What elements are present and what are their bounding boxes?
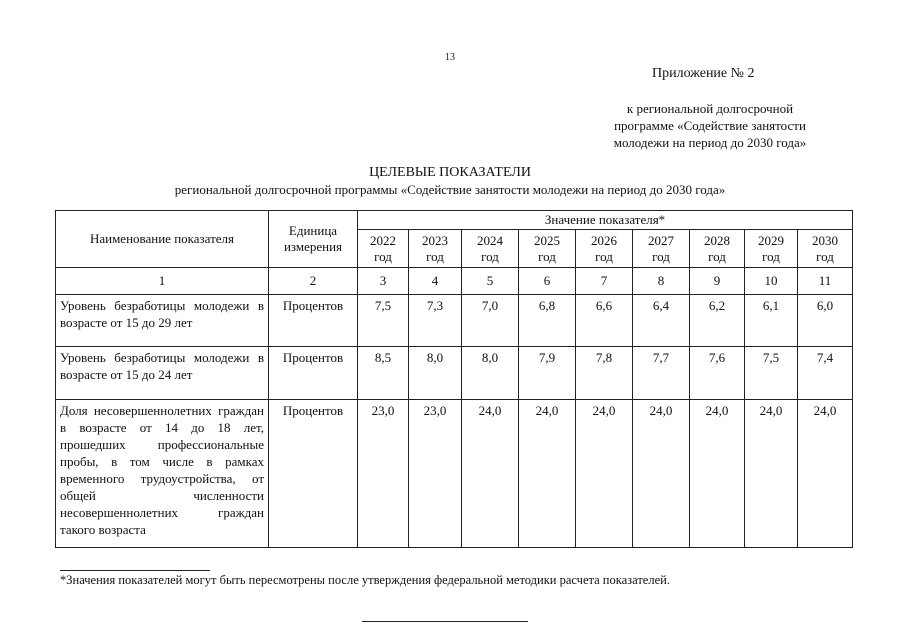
indicator-value: 7,4: [798, 347, 853, 400]
column-number: 3: [358, 268, 409, 295]
column-number: 8: [633, 268, 690, 295]
footnote: *Значения показателей могут быть пересмотрены после утверждения федеральной методики расчета показателей.: [60, 573, 670, 587]
column-number: 1: [56, 268, 269, 295]
column-number: 10: [745, 268, 798, 295]
header-row-top: [56, 211, 853, 230]
header-year: 2023 год: [409, 230, 462, 268]
end-divider: [362, 621, 528, 622]
indicator-value: 24,0: [633, 400, 690, 548]
indicator-value: 7,3: [409, 295, 462, 347]
footnote-divider: [60, 570, 210, 571]
indicator-value: 23,0: [358, 400, 409, 548]
indicator-unit: Процентов: [269, 295, 358, 347]
indicator-value: 24,0: [519, 400, 576, 548]
column-number: 6: [519, 268, 576, 295]
indicator-value: 23,0: [409, 400, 462, 548]
header-name: Наименование показателя: [56, 211, 269, 268]
column-number: 11: [798, 268, 853, 295]
header-unit: Единица измерения: [269, 211, 358, 268]
indicator-value: 6,6: [576, 295, 633, 347]
column-number: 2: [269, 268, 358, 295]
indicator-unit: Процентов: [269, 400, 358, 548]
indicator-value: 7,7: [633, 347, 690, 400]
document-title: ЦЕЛЕВЫЕ ПОКАЗАТЕЛИ: [369, 165, 531, 180]
appendix-subtitle-line: к региональной долгосрочной: [626, 101, 794, 116]
indicator-value: 7,9: [519, 347, 576, 400]
appendix-title: Приложение № 2: [652, 66, 755, 81]
page-number: 13: [445, 52, 455, 63]
indicator-value: 8,0: [409, 347, 462, 400]
header-year: 2029 год: [745, 230, 798, 268]
indicator-unit: Процентов: [269, 347, 358, 400]
indicators-table: [55, 210, 853, 548]
indicator-value: 24,0: [576, 400, 633, 548]
indicator-value: 7,6: [690, 347, 745, 400]
appendix-subtitle-line: программе «Содействие занятости: [614, 118, 806, 133]
indicator-value: 8,5: [358, 347, 409, 400]
header-values-group: Значение показателя*: [358, 211, 853, 230]
indicator-value: 24,0: [745, 400, 798, 548]
column-number-row: [56, 268, 853, 295]
column-number: 5: [462, 268, 519, 295]
indicator-value: 6,4: [633, 295, 690, 347]
header-year: 2027 год: [633, 230, 690, 268]
indicator-value: 24,0: [690, 400, 745, 548]
header-year: 2028 год: [690, 230, 745, 268]
header-year: 2030 год: [798, 230, 853, 268]
indicator-value: 24,0: [798, 400, 853, 548]
indicator-value: 8,0: [462, 347, 519, 400]
indicator-value: 7,0: [462, 295, 519, 347]
table-row: [56, 400, 853, 548]
indicator-name: Доля несовершеннолетних граждан в возрасте от 14 до 18 лет, прошедших профессиональные пробы, в том числе в рамках временного трудоустройства, от общей численности несовершеннолетних граждан такого возраста: [56, 400, 269, 548]
indicator-value: 6,2: [690, 295, 745, 347]
appendix-subtitle: [590, 100, 830, 151]
indicator-name: Уровень безработицы молодежи в возрасте от 15 до 24 лет: [56, 347, 269, 400]
header-year: 2025 год: [519, 230, 576, 268]
indicator-value: 6,8: [519, 295, 576, 347]
column-number: 9: [690, 268, 745, 295]
header-year: 2022 год: [358, 230, 409, 268]
indicator-value: 6,0: [798, 295, 853, 347]
indicator-value: 7,8: [576, 347, 633, 400]
header-year: 2026 год: [576, 230, 633, 268]
indicator-value: 6,1: [745, 295, 798, 347]
table-row: [56, 347, 853, 400]
column-number: 7: [576, 268, 633, 295]
appendix-subtitle-line: молодежи на период до 2030 года»: [613, 135, 807, 150]
indicator-value: 7,5: [745, 347, 798, 400]
indicator-name: Уровень безработицы молодежи в возрасте от 15 до 29 лет: [56, 295, 269, 347]
header-year: 2024 год: [462, 230, 519, 268]
indicator-value: 7,5: [358, 295, 409, 347]
table-row: [56, 295, 853, 347]
indicator-value: 24,0: [462, 400, 519, 548]
document-subtitle: региональной долгосрочной программы «Содействие занятости молодежи на период до 2030 года»: [174, 182, 726, 197]
column-number: 4: [409, 268, 462, 295]
